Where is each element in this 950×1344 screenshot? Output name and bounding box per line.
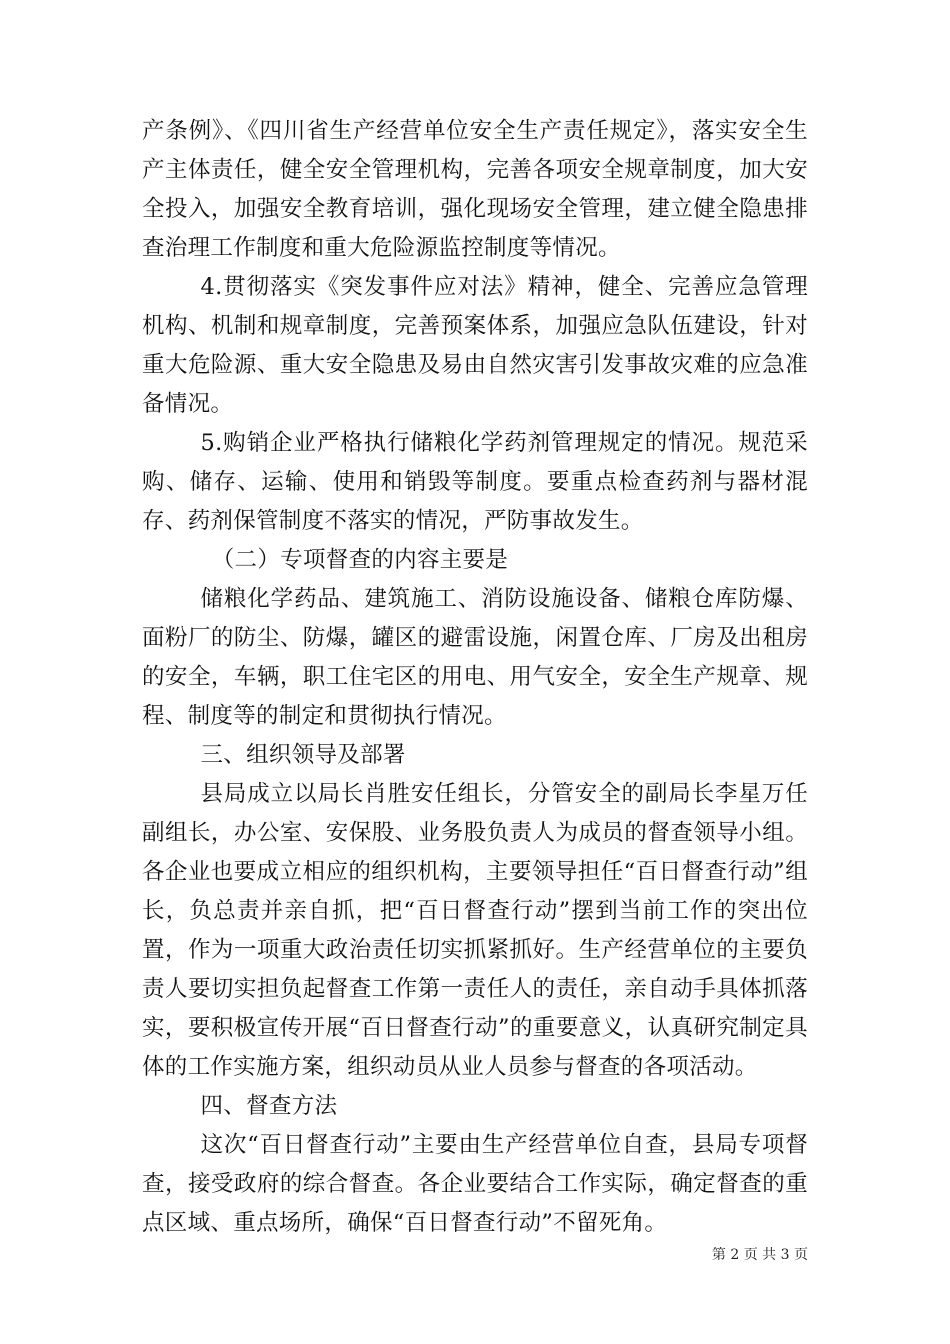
paragraph-item-5-chemicals: 5.购销企业严格执行储粮化学药剂管理规定的情况。规范采购、储存、运输、使用和销毁等制度。要重点检查药剂与器材混存、药剂保管制度不落实的情况，严防事故发生。 <box>142 430 808 534</box>
heading-inspection-method: 四、督查方法 <box>200 1093 338 1119</box>
paragraph-continued-regulations: 产条例》、《四川省生产经营单位安全生产责任规定》，落实安全生产主体责任，健全安全管理机构，完善各项安全规章制度，加大安全投入，加强安全教育培训，强化现场安全管理，建立健全隐患排查治理工作制度和重大危险源监控制度等情况。 <box>142 118 808 261</box>
paragraph-special-inspection-content: 储粮化学药品、建筑施工、消防设施设备、储粮仓库防爆、面粉厂的防尘、防爆，罐区的避雷设施，闲置仓库、厂房及出租房的安全，车辆，职工住宅区的用电、用气安全，安全生产规章、规程、制度等的制定和贯彻执行情况。 <box>142 586 808 729</box>
heading-organization: 三、组织领导及部署 <box>200 742 406 768</box>
page-number-footer: 第 2 页 共 3 页 <box>711 1247 808 1263</box>
paragraph-item-4-emergency: 4.贯彻落实《突发事件应对法》精神，健全、完善应急管理机构、机制和规章制度，完善预案体系，加强应急队伍建设，针对重大危险源、重大安全隐患及易由自然灾害引发事故灾难的应急准备情况。 <box>142 274 808 417</box>
paragraph-organization-content: 县局成立以局长肖胜安任组长，分管安全的副局长李星万任副组长，办公室、安保股、业务股负责人为成员的督查领导小组。各企业也要成立相应的组织机构，主要领导担任“百日督查行动”组长，负总责并亲自抓，把“百日督查行动”摆到当前工作的突出位置，作为一项重大政治责任切实抓紧抓好。生产经营单位的主要负责人要切实担负起督查工作第一责任人的责任，亲自动手具体抓落实，要积极宣传开展“百日督查行动”的重要意义，认真研究制定具体的工作实施方案，组织动员从业人员参与督查的各项活动。 <box>142 781 808 1080</box>
paragraph-inspection-method-content: 这次“百日督查行动”主要由生产经营单位自查，县局专项督查，接受政府的综合督查。各企业要结合工作实际，确定督查的重点区域、重点场所，确保“百日督查行动”不留死角。 <box>142 1132 808 1236</box>
heading-special-inspection: （二）专项督查的内容主要是 <box>211 547 509 573</box>
document-page <box>142 112 808 1243</box>
